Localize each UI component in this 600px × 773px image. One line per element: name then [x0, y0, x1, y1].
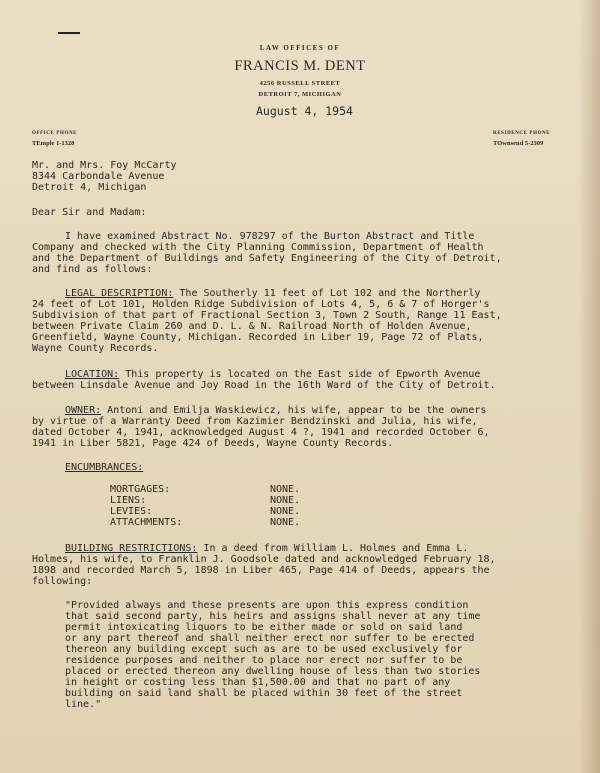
encumbrance-label: ATTACHMENTS: — [110, 517, 183, 528]
quote-line: placed or erected thereon any dwelling house of less than two stories — [65, 666, 481, 677]
dash-mark — [58, 32, 80, 34]
quote-line: thereon any building except such as are to be used exclusively for — [65, 644, 463, 655]
intro-line: I have examined Abstract No. 978297 of the Burton Abstract and Title — [65, 231, 475, 242]
quote-line: building on said land shall be placed within 30 feet of the street — [65, 688, 463, 699]
residence-phone: TOwnsend 5-2309 — [493, 140, 544, 147]
legal-line: 24 feet of Lot 101, Holden Ridge Subdivision of Lots 4, 5, 6 & 7 of Horger's — [32, 299, 490, 310]
restrictions-line: Holmes, his wife, to Franklin J. Goodsole dated and acknowledged February 18, — [32, 554, 496, 565]
recipient-line: Detroit 4, Michigan — [32, 182, 147, 193]
legal-text: The Southerly 11 feet of Lot 102 and the Northerly — [179, 288, 481, 299]
page-shadow — [578, 0, 600, 773]
recipient-line: Mr. and Mrs. Foy McCarty — [32, 160, 177, 171]
quote-line: "Provided always and these presents are upon this express condition — [65, 600, 469, 611]
quote-line: that said second party, his heirs and assigns shall never at any time — [65, 611, 481, 622]
letterhead-label: LAW OFFICES OF — [259, 44, 341, 52]
letterhead-street: 4256 RUSSELL STREET — [259, 80, 341, 87]
quote-line: line." — [65, 699, 102, 710]
encumbrance-value: NONE. — [270, 506, 301, 517]
letterhead-city: DETROIT 7, MICHIGAN — [258, 91, 342, 98]
salutation: Dear Sir and Madam: — [32, 207, 147, 218]
owner-text: Antoni and Emilja Waskiewicz, his wife, appear to be the owners — [107, 405, 487, 416]
intro-line: and the Department of Buildings and Safety Engineering of the City of Detroit, — [32, 253, 502, 264]
quote-line: in height or costing less than $1,500.00 and that no part of any — [65, 677, 451, 688]
restrictions-text: In a deed from William L. Holmes and Emma L. — [203, 543, 469, 554]
legal-first-line — [65, 288, 480, 299]
legal-line: Subdivision of that part of Fractional Section 3, Town 2 South, Range 11 East, — [32, 310, 502, 321]
location-line: between Linsdale Avenue and Joy Road in the 16th Ward of the City of Detroit. — [32, 380, 496, 391]
encumbrance-label: MORTGAGES: — [110, 484, 171, 495]
letterhead-name: FRANCIS M. DENT — [234, 58, 366, 74]
letter-date: August 4, 1954 — [256, 104, 353, 118]
legal-line: between Private Claim 260 and D. L. & N. Railroad North of Holden Avenue, — [32, 321, 472, 332]
quote-line: permit intoxicating liquors to be either made or sold on said land — [65, 622, 463, 633]
intro-line: Company and checked with the City Planning Commission, Department of Health — [32, 242, 484, 253]
restrictions-first-line — [65, 543, 468, 554]
intro-line: and find as follows: — [32, 264, 153, 275]
legal-line: Greenfield, Wayne County, Michigan. Recorded in Liber 19, Page 72 of Plats, — [32, 332, 484, 343]
owner-line: by virtue of a Warranty Deed from Kazimier Bendzinski and Julia, his wife, — [32, 416, 478, 427]
office-phone-label: OFFICE PHONE — [32, 131, 78, 136]
owner-first-line — [65, 405, 486, 416]
encumbrances-heading: ENCUMBRANCES: — [65, 462, 144, 473]
encumbrance-value: NONE. — [270, 517, 301, 528]
residence-phone-label: RESIDENCE PHONE — [493, 131, 551, 136]
encumbrance-value: NONE. — [270, 495, 301, 506]
quote-line: residence purposes and neither to place nor erect nor suffer to be — [65, 655, 463, 666]
owner-line: 1941 in Liber 5821, Page 424 of Deeds, Wayne County Records. — [32, 438, 394, 449]
legal-line: Wayne County Records. — [32, 343, 159, 354]
restrictions-line: following: — [32, 576, 93, 587]
location-text: This property is located on the East side of Epworth Avenue — [125, 369, 481, 380]
encumbrance-label: LIENS: — [110, 495, 147, 506]
owner-line: dated October 4, 1941, acknowledged August 4 ?, 1941 and recorded October 6, — [32, 427, 490, 438]
legal-heading: LEGAL DESCRIPTION: — [65, 288, 174, 299]
restrictions-heading: BUILDING RESTRICTIONS: — [65, 543, 198, 554]
location-first-line — [65, 369, 480, 380]
encumbrance-label: LEVIES: — [110, 506, 153, 517]
owner-heading: OWNER: — [65, 405, 102, 416]
office-phone: TEmple 1-1328 — [32, 140, 75, 147]
location-heading: LOCATION: — [65, 369, 120, 380]
encumbrance-value: NONE. — [270, 484, 301, 495]
quote-line: or any part thereof and shall neither erect nor suffer to be erected — [65, 633, 475, 644]
recipient-line: 8344 Carbondale Avenue — [32, 171, 165, 182]
restrictions-line: 1898 and recorded March 5, 1898 in Liber 465, Page 414 of Deeds, appears the — [32, 565, 490, 576]
